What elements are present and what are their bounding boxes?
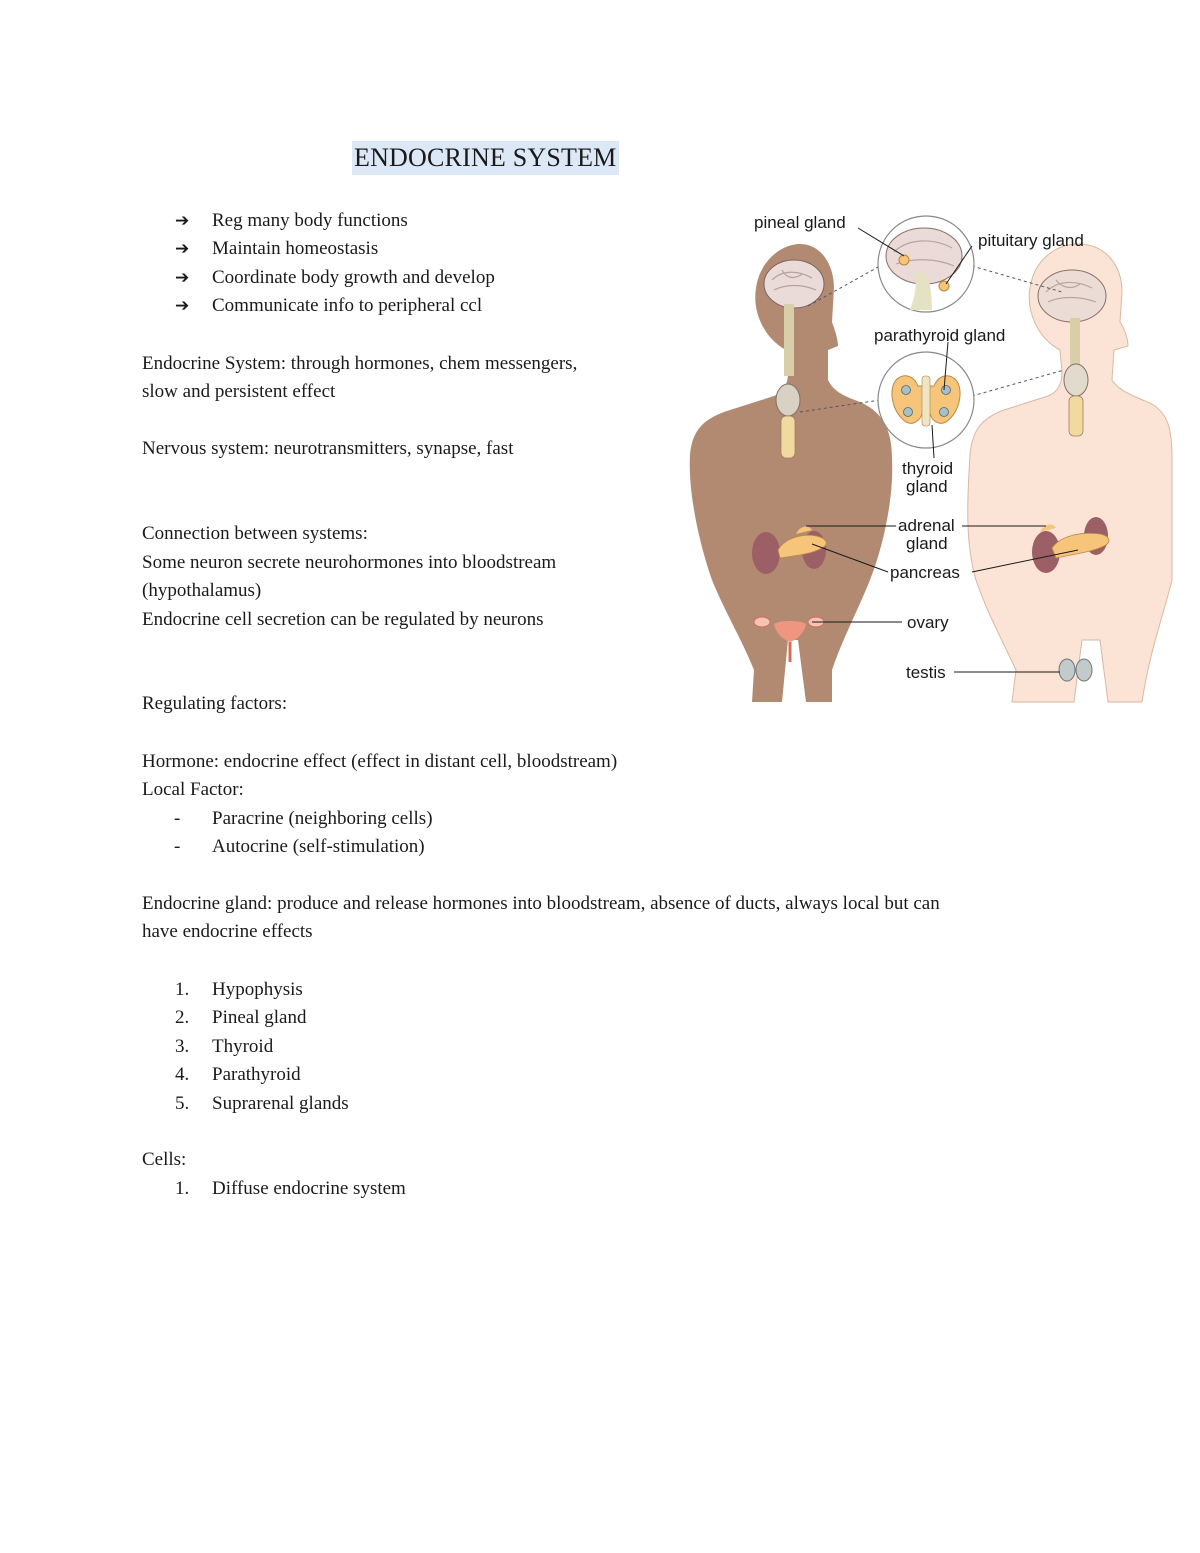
hormone-text: Hormone: endocrine effect (effect in distant cell, bloodstream) <box>142 751 618 772</box>
adrenal-gland-label-line2: gland <box>906 534 948 553</box>
list-number: 3. <box>175 1035 190 1057</box>
dash-bullet: - <box>174 808 181 829</box>
list-item-label: Paracrine (neighboring cells) <box>212 808 433 829</box>
list-item-label: Autocrine (self-stimulation) <box>212 836 425 858</box>
list-item-label: Hypophysis <box>212 979 303 1000</box>
list-item-label: Reg many body functions <box>212 210 408 231</box>
dash-bullet: - <box>174 836 181 858</box>
thyroid-gland-label: thyroid <box>902 459 954 478</box>
list-item-label: Communicate info to peripheral ccl <box>212 295 483 317</box>
list-item-label: Parathyroid <box>212 1064 301 1086</box>
endocrine-system-text-continued: slow and persistent effect <box>142 381 336 402</box>
list-number: 2. <box>175 1007 190 1029</box>
nervous-system-text: Nervous system: neurotransmitters, synapse, fast <box>142 438 514 459</box>
list-item-label: Diffuse endocrine system <box>212 1178 406 1199</box>
female-kidney-left <box>752 532 780 574</box>
endocrine-gland-text: Endocrine gland: produce and release hormones into bloodstream, absence of ducts, always local but can <box>142 893 940 914</box>
connection-text: Some neuron secrete neurohormones into bloodstream <box>142 552 557 573</box>
female-figure <box>690 244 892 702</box>
endocrine-gland-text-continued: have endocrine effects <box>142 921 313 942</box>
testis-label: testis <box>906 663 946 682</box>
parathyroid-mark <box>904 408 913 417</box>
female-thyroid <box>776 384 800 416</box>
connection-heading: Connection between systems: <box>142 523 368 544</box>
parathyroid-mark <box>942 386 951 395</box>
cells-heading: Cells: <box>142 1149 187 1170</box>
list-number: 1. <box>175 979 190 1000</box>
pineal-gland-mark <box>899 255 909 265</box>
arrow-icon: ➔ <box>175 296 190 317</box>
arrow-icon: ➔ <box>175 239 190 260</box>
parathyroid-mark <box>902 386 911 395</box>
arrow-icon: ➔ <box>175 211 190 231</box>
document-title: ENDOCRINE SYSTEM <box>352 141 619 175</box>
list-item-label: Coordinate body growth and develop <box>212 266 495 288</box>
male-trachea <box>1069 396 1083 436</box>
list-number: 1. <box>175 1178 190 1199</box>
local-factor-heading: Local Factor: <box>142 779 244 800</box>
ovary-label: ovary <box>907 613 949 632</box>
list-number: 4. <box>175 1064 190 1086</box>
connection-regulation-text: Endocrine cell secretion can be regulated by neurons <box>142 609 544 630</box>
female-spine <box>784 304 794 376</box>
connection-text-continued: (hypothalamus) <box>142 580 262 601</box>
arrow-icon: ➔ <box>175 267 190 288</box>
list-number: 5. <box>175 1092 190 1114</box>
list-item-label: Thyroid <box>212 1035 274 1057</box>
male-testis-left <box>1059 659 1075 681</box>
endocrine-diagram-svg <box>682 200 1182 705</box>
list-item-label: Pineal gland <box>212 1007 307 1029</box>
leader-line <box>972 370 1064 396</box>
female-trachea <box>781 416 795 458</box>
trachea-section <box>922 376 930 426</box>
pineal-gland-label: pineal gland <box>754 213 846 232</box>
regulating-heading: Regulating factors: <box>142 693 288 714</box>
female-ovary-left <box>754 617 770 627</box>
adrenal-gland-label: adrenal <box>898 516 955 535</box>
parathyroid-gland-label: parathyroid gland <box>874 326 1006 345</box>
endocrine-diagram <box>682 200 1182 705</box>
pituitary-gland-label: pituitary gland <box>978 231 1084 250</box>
thyroid-gland-label-line2: gland <box>906 477 948 496</box>
parathyroid-mark <box>940 408 949 417</box>
male-brain <box>1038 270 1106 322</box>
male-testis-right <box>1076 659 1092 681</box>
male-thyroid <box>1064 364 1088 396</box>
list-item-label: Maintain homeostasis <box>212 238 379 260</box>
pancreas-label: pancreas <box>890 563 960 582</box>
male-figure <box>968 244 1172 702</box>
endocrine-system-text: Endocrine System: through hormones, chem messengers, <box>142 353 578 374</box>
female-brain <box>764 260 824 308</box>
list-item-label: Suprarenal glands <box>212 1092 349 1114</box>
